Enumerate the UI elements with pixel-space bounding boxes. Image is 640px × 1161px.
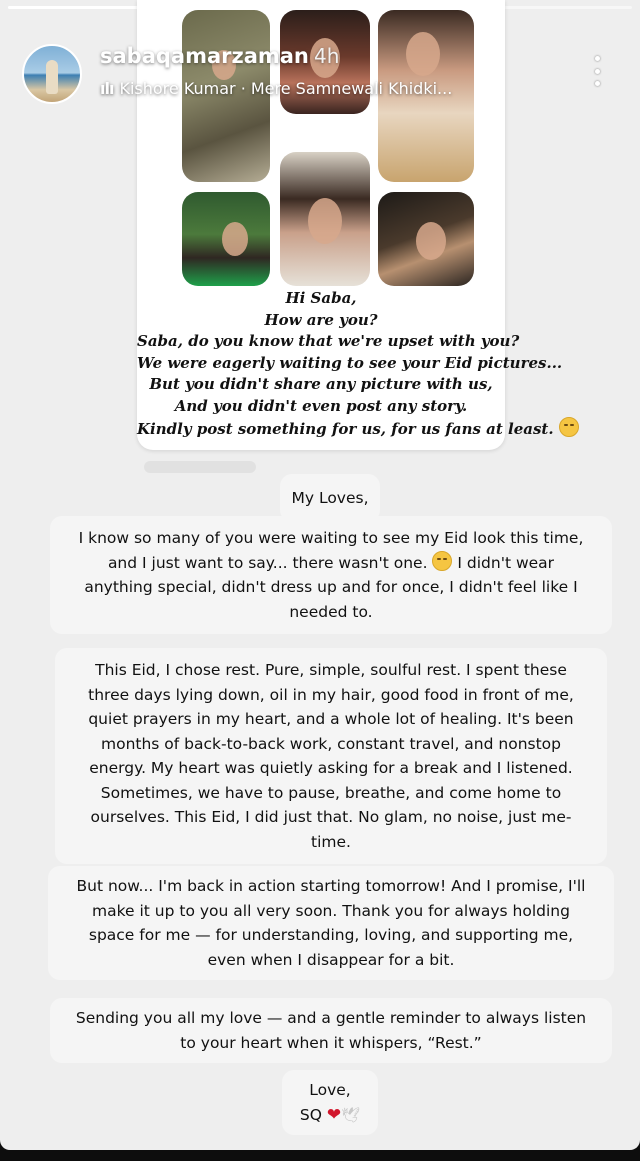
- message-paragraph: Sending you all my love — and a gentle reminder to always listen to your heart when it whispers, “Rest.”: [50, 998, 612, 1063]
- fan-message-line: Hi Saba,: [285, 289, 357, 307]
- fan-message-line: How are you?: [264, 310, 378, 329]
- collage-photo: [182, 192, 270, 286]
- watermark: [144, 461, 256, 473]
- more-options-button[interactable]: [588, 56, 606, 86]
- fan-message-line: Kindly post something for us, for us fans at least.: [137, 417, 505, 441]
- signoff-bubble: Love, SQ ❤🕊: [282, 1070, 378, 1135]
- username[interactable]: sabaqamarzaman: [100, 44, 309, 68]
- message-paragraph: I know so many of you were waiting to see my Eid look this time, and I just want to say... there wasn't one. I didn't wear anything special, didn't dress up and for once, I didn't feel like I needed to.: [50, 516, 612, 634]
- avatar[interactable]: [22, 44, 82, 104]
- signature: SQ: [299, 1105, 322, 1124]
- dove-icon: 🕊: [341, 1105, 361, 1124]
- collage-photo: [378, 192, 474, 286]
- pleading-face-icon: [559, 417, 579, 437]
- message-paragraph: But now... I'm back in action starting tomorrow! And I promise, I'll make it up to you all very soon. Thank you for always holding space for me — for understanding, loving, and supporting me, even when I disappear for a bit.: [48, 866, 614, 980]
- music-label: Kishore Kumar · Mere Samnewali Khidki...: [119, 79, 453, 98]
- message-paragraph: This Eid, I chose rest. Pure, simple, soulful rest. I spent these three days lying down, oil in my hair, good food in front of me, quiet prayers in my heart, and a whole lot of healing. It's been months of back-to-back work, constant travel, and nonstop energy. My heart was quietly asking for a break and I listened. Sometimes, we have to pause, breathe, and come home to ourselves. This Eid, I did just that. No glam, no noise, just me- time.: [55, 648, 607, 864]
- collage-photo: [280, 152, 370, 286]
- music-bars-icon: ılı: [100, 79, 114, 98]
- fan-message-line: But you didn't share any picture with us,: [149, 375, 493, 393]
- more-vertical-icon: [595, 56, 600, 61]
- post-time: 4h: [314, 44, 340, 68]
- music-sticker[interactable]: [100, 79, 452, 98]
- fan-message-line: We were eagerly waiting to see your Eid pictures...: [137, 353, 563, 372]
- greeting-bubble: My Loves,: [280, 474, 380, 522]
- fan-message-line: And you didn't even post any story.: [174, 396, 468, 415]
- fan-message: [137, 288, 563, 441]
- fan-message-line: Saba, do you know that we're upset with you?: [137, 332, 520, 350]
- relieved-face-icon: [432, 551, 452, 571]
- red-heart-icon: ❤: [326, 1104, 342, 1125]
